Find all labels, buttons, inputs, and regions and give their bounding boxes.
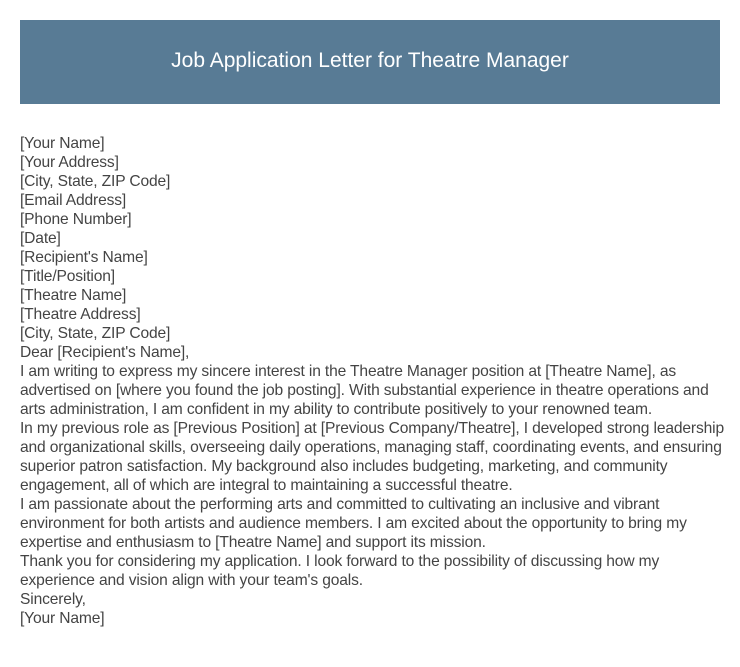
closing: Sincerely, — [20, 591, 86, 608]
recipient-name: [Recipient's Name] — [20, 249, 148, 266]
recipient-title: [Title/Position] — [20, 268, 115, 285]
letter-body — [20, 134, 732, 628]
sender-email: [Email Address] — [20, 192, 127, 209]
page-header — [20, 20, 720, 104]
recipient-block — [20, 248, 732, 343]
sender-address: [Your Address] — [20, 154, 119, 171]
letter-date: [Date] — [20, 230, 61, 247]
recipient-city-state-zip: [City, State, ZIP Code] — [20, 325, 171, 342]
sender-phone: [Phone Number] — [20, 211, 132, 228]
sender-name: [Your Name] — [20, 135, 105, 152]
paragraph-intro: I am writing to express my sincere interest in the Theatre Manager position at [Theatre Name], as advertised on [where you found the job posting]. With substantial experience in theatre operations and arts administration, I am confident in my ability to contribute positively to your renowned team. — [20, 363, 709, 418]
paragraph-experience: In my previous role as [Previous Position] at [Previous Company/Theatre], I developed strong leadership and organizational skills, overseeing daily operations, managing staff, coordinating events, and ensuring superior patron satisfaction. My background also includes budgeting, marketing, and community engagement, all of which are integral to maintaining a successful theatre. — [20, 420, 724, 494]
theatre-name: [Theatre Name] — [20, 287, 127, 304]
theatre-address: [Theatre Address] — [20, 306, 141, 323]
sender-city-state-zip: [City, State, ZIP Code] — [20, 173, 171, 190]
signature: [Your Name] — [20, 610, 105, 627]
paragraph-passion: I am passionate about the performing arts and committed to cultivating an inclusive and vibrant environment for both artists and audience members. I am excited about the opportunity to bring my expertise and enthusiasm to [Theatre Name] and support its mission. — [20, 496, 687, 551]
salutation: Dear [Recipient's Name], — [20, 344, 190, 361]
page-title: Job Application Letter for Theatre Manager — [171, 49, 569, 72]
paragraph-closing: Thank you for considering my application. I look forward to the possibility of discussing how my experience and vision align with your team's goals. — [20, 553, 660, 589]
sender-block — [20, 134, 732, 248]
